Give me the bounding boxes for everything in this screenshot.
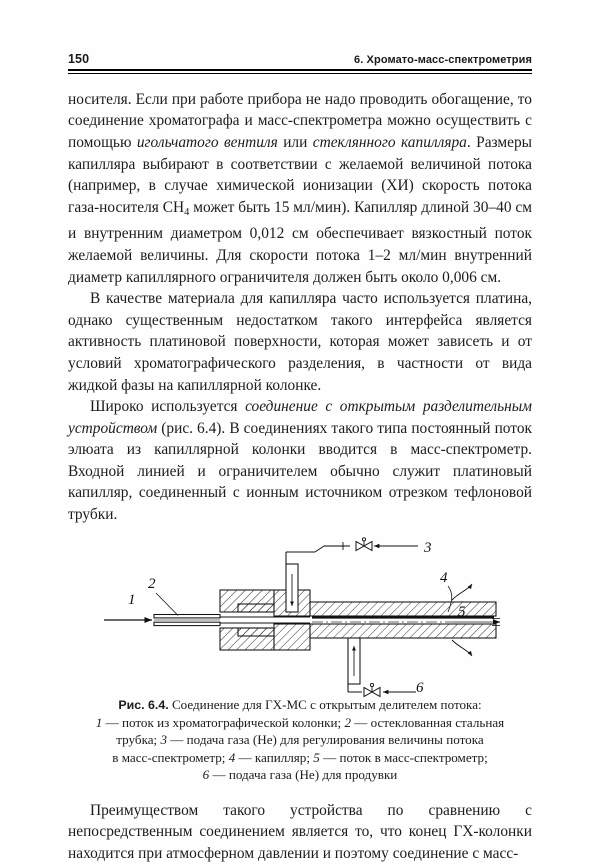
legend-num-6: 6 xyxy=(202,767,210,783)
callout-4: 4 xyxy=(440,569,448,586)
capillary-housing-upper xyxy=(310,602,496,616)
fitting-step-upper xyxy=(238,604,274,612)
open-split-interface-diagram xyxy=(100,539,500,696)
para1-italic-glass-capillary: стеклянного капилляра xyxy=(312,134,467,152)
para1-part-c: . Размеры капилляра выбирают в соответствии с желаемой величиной потока (например, в случае химической ионизации (ХИ) скорость потока газа-носителя CH xyxy=(68,134,532,216)
header-rule-thin xyxy=(68,73,532,74)
capillary-housing-lower xyxy=(310,624,496,638)
para1-italic-needle-valve: игольчатого вентиля xyxy=(136,134,278,152)
para1-part-a: носителя. Если при работе прибора не надо проводить обогащение, то соединение хроматографа и масс-спектрометра можно осуществить с помощью xyxy=(68,90,532,152)
legend-num-1: 1 xyxy=(95,715,103,731)
header-rule-thick xyxy=(68,69,532,71)
legend-text-6: — подача газа (He) для продувки xyxy=(209,767,398,783)
leader-line-2 xyxy=(156,593,178,616)
page-content xyxy=(68,52,532,864)
callout-5: 5 xyxy=(458,603,466,620)
legend-num-3: 3 xyxy=(160,732,168,748)
paragraph-4: Преимуществом такого устройства по сравнению с непосредственным соединением является то, что конец ГХ-колонки находится при атмосферном давлении и поэтому соединение с масс- xyxy=(68,801,532,862)
figure-6-4 xyxy=(68,540,532,784)
fitting-step-lower xyxy=(238,628,274,636)
figure-caption-label: Рис. 6.4. xyxy=(118,697,169,712)
seal-strip xyxy=(312,616,494,619)
tube-2-lower-wall xyxy=(154,622,220,625)
tube-2-upper-wall xyxy=(154,614,220,617)
body-text-tail xyxy=(68,800,532,864)
fitting-block-right-lower xyxy=(274,624,310,650)
paragraph-3 xyxy=(68,396,532,526)
callout-2: 2 xyxy=(148,575,156,592)
legend-text-1: — поток из хроматографической колонки; xyxy=(102,715,345,731)
para1-part-d: может быть 15 мл/мин). Капилляр длиной 30–40 см и внутренним диаметром 0,012 см обеспечивает вязкостный поток желаемой величины. Для скорости потока 1–2 мл/мин внутренний диаметр капиллярного ограничителя должен быть около 0,006 см. xyxy=(68,198,532,286)
para1-part-b: или xyxy=(277,134,313,152)
chapter-title: 6. Хромато-масс-спектрометрия xyxy=(354,54,532,66)
para3-part-a: Широко используется xyxy=(90,398,246,416)
legend-text-2: — остеклованная стальная xyxy=(350,715,505,731)
paragraph-2: В качестве материала для капилляра часто используется платина, однако существенным недостатком такого интерфейса является активность платиновой поверхности, которая может зависеть и от условий хроматографического разделения, в частности от вида жидкой фазы на капиллярной колонке. xyxy=(68,290,532,394)
divergence-arrow-lower-4 xyxy=(452,640,472,656)
legend-num-4: 4 xyxy=(228,749,236,765)
legend-line2-prefix: трубка; xyxy=(116,732,161,748)
body-text xyxy=(68,89,532,526)
formula-subscript: 4 xyxy=(184,206,190,218)
line-kink-3 xyxy=(315,546,324,552)
para3-italic-open-split: соединение с открытым разделительным устройством xyxy=(68,398,532,437)
legend-num-2: 2 xyxy=(344,715,351,731)
valve-symbol-3 xyxy=(356,537,372,550)
callout-6: 6 xyxy=(416,679,424,696)
figure-caption xyxy=(68,696,532,784)
legend-text-3: — подача газа (He) для регулирования величины потока xyxy=(167,732,484,748)
legend-text-4: — капилляр; xyxy=(235,749,314,765)
running-head xyxy=(68,52,532,69)
divergence-arrow-upper-4 xyxy=(452,584,472,600)
para3-part-b: (рис. 6.4). В соединениях такого типа постоянный поток элюата из капиллярной колонки вводится в масс-спектрометр. Входной линией и ограничителем обычно служит платиновый капилляр, соединенный с ионным источником отрезком тефлоновой трубки. xyxy=(68,419,532,524)
figure-caption-title: Соединение для ГХ-МС с открытым делителем потока: xyxy=(168,696,482,712)
legend-line3-prefix: в масс-спектрометр; xyxy=(112,749,229,765)
callout-1: 1 xyxy=(128,591,136,608)
legend-num-5: 5 xyxy=(313,749,320,765)
paragraph-1 xyxy=(68,89,532,288)
page-number: 150 xyxy=(68,52,90,66)
valve-symbol-6 xyxy=(348,683,416,696)
legend-text-5: — поток в масс-спектрометр; xyxy=(319,749,488,765)
callout-3: 3 xyxy=(424,539,432,556)
